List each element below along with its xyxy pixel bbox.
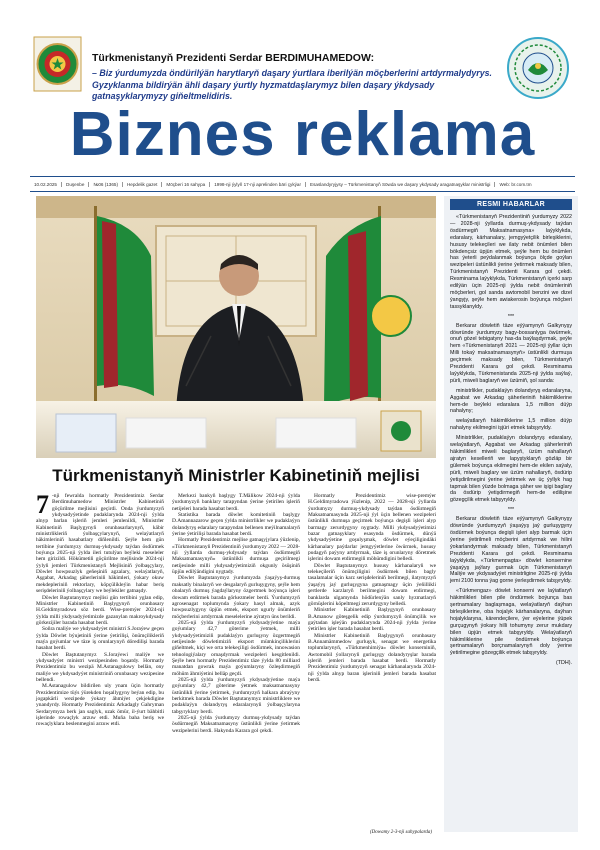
article-paragraph: Hormatly Prezidentimiz mejlise gatnaşyjylara ýüzlenip, «Türkmenistanyň Prezidentiniň ýurdumyzy 2022 — 2028-nji ýyllarda durmuş-ykdysady taýdan ösdürmegiň Maksatnamasynyň» üstünlikli durmuşa geçirilmegi netijesinde milli ykdysadyýetimiziň okgunly ösüşiniň üpjün edilýändigini nygtady. (172, 537, 300, 576)
issue-number: №06 (1365) (89, 182, 123, 187)
article-paragraph: Hormatly Prezidentimiz wise-premýer H.Geldimyradowa ýüzlenip, 2022 — 2028-nji ýyllarda ýurdumyzy durmuş-ykdysady taýdan ösdürmegiň Maksatnamasynda 2025-nji ýyl üçin bellenen wezipeleri üstünlikli durmuşa geçirmek boýunça degişli işleri alyp barmagy zerurdygyny nygtady. Milli ykdysadyýetimizi bazar gatnaşyklary esasynda ösdürmek, dünýä ykdysadyýetine goşulyşmak, döwlet eýeçiligindäki kärhanalary paýdarlar jemgyýetlerine öwürmek, hususy pudagyň paýyny artdyrmak, täze iş orunlaryny döretmek işlerini dowam etdirmegiň möhümdigini belledi. (308, 493, 436, 563)
ministry-badge-icon (506, 36, 570, 100)
article-column-1 (36, 490, 164, 728)
article-column-2 (172, 493, 300, 734)
sidebar-paragraph: «Türkmenistanyň Prezidentiniň ýurdumyzy 2022 — 2028-nji ýyllarda durmuş-ykdysady taýdan ösdürmegiň Maksatnamasyna» laýyklykda, edaralary, kärhanalary, jemgyýetçilik birleşiklerini, hususy telekeçileri we ilaty nebit önümleri bilen bökdençsiz üpjün etmek, şeýle hem bu önümleri has ýeterli peýdalanmak boýunça ölçde goýlan wezipeleri üstünlikli ýerine ýetirmek maksady bilen, Türkmenistanyň Prezidenti Karara gol çekdi. Resminama laýyklykda, Türkmenistanyň içerki sarp edilýän üçin 2025-nji ýylda nebit önümleriniň möçberleri, gol sanda awtomobil benzini we dizel ýangyjy, şeýle hem awiakerosin boýunça möçberi tassyklanyldy. (450, 214, 572, 310)
separator-stars: *** (507, 507, 515, 514)
article-paragraph: -nji fewralda hormatly Prezidentimiz Serdar Berdimuhamedow Ministrler Kabinetiniň göçürilme mejlisini geçirdi. Onda ýurdumyzyň ykdysadyýetinde pudaklarynda 2024-nji ýylda alnyp barlan işleriň jemleri jemlenildi, Ministrler Kabinetiniň Başlygynyň orunbasarlarynyň, käbir ministrlikleriň ýolbaşçylarynyň, welaýatlaryň häkimleriniň hasabatlary diňlenildi. Şeýle hem gün tertibine ýurdumyzy durmuş-ykdysady taýdan ösdürmek boýunça 2025-nji ýylda ileri tutulýan beýleki meseleler hem girizildi. Hökümetiň göçürilme mejlisinde 2024-nji ýylyň jemleri Türkmenistanyň Mejlisiniň ýolbaşçylary, Döwlet howpsuzlyk geňeşiniň agzalary, welaýatlaryň, Aşgabat, Arkadag şäherleriniň häkimleri, ýokary okuw mekdepleriniň rektorlary, köpçülikleýin habar beriş serişdeleriniň ýolbaşçylary we beýlekiler gatnaşdy. (36, 493, 164, 595)
article-paragraph: M.Astanagulow bildirilen uly ynam üçin hormatly Prezidentimize tüýs ýürekden hoşallygyny beýan edip, bu jogapkärli wezipede ýokary ähmiýet çekjekdigine ynandyrdy. Hormatly Prezidentimiz Arkadagly Gahryman Serdarymyza berk jan saglyk, uzak ömür, il-ýurt bähbitli işlerinde rowaçlyk arzuw etdi. Muňa baha beriş we rowaçlyklara beslenmegini arzuw etdi. (36, 683, 164, 728)
issue-since: 1998-nji ýylyň 17-nji aprelinden bäri çykýar (210, 182, 306, 187)
issue-website: Web: br.com.tm (499, 181, 532, 187)
issue-date: 10.02.2025 (30, 182, 62, 187)
article-paragraph: Döwlet Baştutanymyz S.Joraýewi maliýe we ykdysadyýet ministri wezipesinden boşatdy. Hormatly Prezidentimiz bu wezipä M.Astanagulowy bellän, ony maliýe we ykdysadyýet ministriniň orunbasary wezipesine bellendi. (36, 651, 164, 683)
sidebar-text (450, 214, 572, 667)
article-paragraph: Ministrler Kabinetiniň Başlygynyň orunbasary B.Amanow göteşgelik edip ýurdumyzyň önümçilik we gaýtadan işleýän pudaklarynda 2024-nji ýylda ýerine ýetirilen işler barada hasabat berdi. (308, 607, 436, 633)
state-emblem-icon (30, 35, 85, 93)
sidebar-paragraph: Ministrlikler, pudaklaýyn dolandyryş edaralary, welaýatlaryň, Aşgabat we Arkadag şäherleriniň häkimlikleri miweli baglaryň, üzüm nahallaryň ajratyn keselleriň we lapyştyklaryň gözläp bir gülemek boýunça ekilmegini hem-de ekilen saýaly, pürli, miweli baglary we üzüm nahallaryň, ösdürip ýetişdirilmegini ýerine ýetirmek we üç ýyllyk hag tapmak bilen ýüzde bolmaga şäher we işigi baglary da ösdürip ýetişdirmegiň hem-de edilişine gözegçilik etmek tabşyryldy. (450, 435, 572, 504)
article-paragraph: Ministrler Kabinetiniň Başlygynyň orunbasary B.Annamämmedow gurluşyk, senagat we energetika toplumlarynyň, «Türkmenhimiýa» döwlet konserniniň, Awtomobil ýollarynyň gurluşygy dolandyryşlar barada işleriň jemleri barada hasabat berdi. Hormatly Prezidentimiz ýurdumyzyň senagat kärhanalarynda 2024-nji ýylda alnyp baran işleriniň jemleri barada hasabat berdi. (308, 632, 436, 683)
sidebar-paragraph: «Türkmengaz» döwlet konserni we laýiatlaryň häkimlikleri bilen pile öndürmek boýunça bas şertnamalary baglaşmaga, welaýatlaryň daýhan birleşiklerine, oba hojalyk kärhanalaryna, daýhan hojalyklaryna, kärendeçilere, ýer eýelerine ýüpek gurçugynyň ýokary hilli tohumyny zerur mukdary bilen üpjün etmek tabşyryldy. Welaýatlaryň häkimliklerine pile öndürmek boýunça şertnamalaryň borçnamalarynyň doly ýerine ýetirilmegine gözegçilik etmek tabşyryldy. (450, 588, 572, 657)
sidebar-heading: RESMI HABARLAR (450, 199, 572, 210)
president-name: Türkmenistanyň Prezidenti Serdar BERDIMUHAMEDOW: (92, 52, 375, 64)
sidebar-paragraph: welaýatlaryň häkimliklerine 1,5 million düýp nahalyny ekilmegini işjüri etmek tabşyryldy. (450, 418, 572, 432)
article-paragraph: Döwlet Baştutanymyz hususy kärhanalaryň we telekeçileriň önümçiligini ösdürmek bilen bagly tasalamalar üçin karz serişdeleriniň berilmegi, ilatymyzyň ýaşaýyş jaý gurluşygyna gatnaşmagy üçin ýeňillikli şertlerde karzlaryň berilmegini dowam etdirmegi, banklarda ulgamynda hödürlenýän sanly hyzmatlaryň görnüşlerini köpeltmegi zerurdygyny belledi. (308, 562, 436, 607)
issue-pages: Möçberi 16 sahypa (162, 182, 210, 187)
cabinet-meeting-photo (36, 196, 436, 458)
article-headline: Türkmenistanyň Ministrler Kabinetiniň mejlisi (52, 466, 420, 485)
sidebar-paragraph: Berkarar döwletiň täze eýýamynyň Galkynyşy döwründe ýurdumyzyň ýaşaýyş jaý gurluşygyny ösdürmek boýunça degişli işleri alyp barmak üçin ýerine ýetirilmeli möçberini artdyrmak we hilini ýokarlandyrmak maksady bilen, Türkmenistanyň Prezidenti Karara gol çekdi. Resminama laýyklykda, «Türkmenpagta» döwlet konsernine ýaşaýyş jaýlary gurmak üçin Türkmenistanyň Maliýe we ykdysadyýet ministrligine 2025-nji ýylda jemi 2100 tonna ýag gorne ýerleşdirmek tabşyryldy. (450, 516, 572, 585)
article-paragraph: Soňra maliýe we ykdysadyýet ministri S.Joraýew geçen ýylda Döwlet býujetiniň ýerine ýetirilişi, önümçilikleriň maýa goýumlar we täze iş orunlarynyň döredilişi barada hasabat berdi. (36, 626, 164, 652)
official-news-sidebar (444, 196, 578, 832)
info-bar (30, 176, 575, 192)
sidebar-paragraph: ministrlikler, pudaklaýyn dolandyryş edaralaryna, Aşgabat we Arkadag şäherleriniň häkimliklerine hem-de beýleki edaralara 1,5 million düýp nahalyny; (450, 387, 572, 415)
article-paragraph: Döwlet Baştutanymyz ýurdumyzda ýaşaýyş-durmuş maksatly binalaryň we desgalaryň gurluşygyny, şeýle hem obalaryň durmuş ýagdaýlaryny özgertmek boýunça işleri dowam etdirmek barada görkezmeler berdi. Ýurdumyzyň agrosenagat toplumynda ýokary hasyl almak, azyk howpsuzlygyny üpjün etmek, eksport ugurly önümleriň möçberlerini artdyrmak meselelerine aýratyn üns berildi. (172, 575, 300, 620)
continued-note: (Dowamy 2-3-nji sahypalarda) (370, 830, 433, 835)
article-paragraph: 2025-nji ýylda ýurdumyzy durmuş-ykdysady taýdan ösdürmegiň Maksatnamasyny üstünlikli ýerine ýetirmek wezipelerini berdi. Hakynda Karara gol çekdi. (172, 715, 300, 734)
article-paragraph: Döwlet Baştutanymyz mejlisi gün tertibini yglan edip, Ministrler Kabinetiniň Başlygynyň orunbasary H.Geldimyradowa söz berdi. Wise-premýer 2024-nji ýylda milli ykdysadyýetimizde gazanylan makroykdysady görkezijiler barada hasabat berdi. (36, 594, 164, 626)
separator-stars: *** (507, 313, 515, 320)
sidebar-paragraph: Berkarar döwletiň täze eýýamynyň Galkynyşy döwründe ýurdumyzy bagy-bossanlyga öwürmek, onuň gözel tebigatyny has-da baýlaşdyrmak, şeýle hem «Türkmenistanyň 2021 — 2025-nji ýyllar üçin Milli tokaý maksatnamasynyň» üstünlikli durmuşa geçirmek maksady bilen, Türkmenistanyň Prezidenti Karara gol çekdi. Resminama laýyklykda, Türkmenistanda 2025-nji ýylda saýlaý, pürli, miweli baglaryň we üzümiň, şol sanda: (450, 322, 572, 384)
article-paragraph: Statistika barada döwlet komitetiniň başlygy D.Amannazarow geçen ýylda ministrlikler we pudaklaýyn dolandyryş edaralary tarapyndan bellenen meýilnamalaryň ýerine ýetirilişi barada hasabat berdi. (172, 512, 300, 538)
president-quote: – Biz ýurdumyzda öndürilýän harytlaryň daşary ýurtlara iberilýän möçberlerini artdyrmalydyrys. Gyzyklanma bildirýän ähli daşary ýurtly hyzmatdaşlarymyz bilen daşary ýkdysady gatnaşyklarymyzy giňeltmelidiris. (92, 68, 492, 101)
sidebar-signature: (TDH). (555, 660, 572, 667)
dropcap: 7 (36, 490, 49, 519)
issue-weekday: Duşenbe (62, 182, 89, 187)
article-paragraph: 2025-nji ýylda ýurdumyzyň ykdysadyýetine maýa goýumlary 42,7 göterime ýetmek, milli ykdysadyýetimiziň pudaklaýyn gurluşyny özgertmegiň netijesinde döwletimiziň eksport mümkinçiliklerini giňeltmek, kiçi we orta telekeçiligi ösdürmek, innowasion tehnologiýalary ornaşdyrmak wezipeleri kesgitlenildi. Şeýle hem hormatly Prezidentimiz täze ýylda 80 milliard manatdan gowrak maýa goýumlaryny özleşdirmegiň möhüm ähmiýetini belläp geçdi. (172, 619, 300, 677)
masthead-title: Biznes reklama (69, 100, 536, 169)
article-paragraph: Merkezi bankyň başlygy T.Mälikow 2024-nji ýylda ýurdumyzyň banklary tarapyndan ýerine ýetirilen işleriň netijeleri barada hasabat berdi. (172, 493, 300, 512)
issue-frequency: Hepdelik gazet (123, 182, 162, 187)
article-column-3 (308, 493, 436, 683)
issue-founder: Esaslandyryjysy – Türkmenistanyň Söwda we daşary ykdysady aragatnaşyklar ministrligi (306, 182, 495, 187)
article-paragraph: 2025-nji ýylda ýurdumyzyň ykdysadyýetine maýa goýumlary 42,7 göterime ýetmek maksatnamasyny üstünlikli ýerine ýetirmek, ýurdumyzyň halkara abraýyny berkitmek barada Döwlet Baştutanymyz ministrliklere we pudaklaýyn dolandyryş edaralarynyň ýolbaşçylaryna tabşyryklary berdi. (172, 676, 300, 715)
